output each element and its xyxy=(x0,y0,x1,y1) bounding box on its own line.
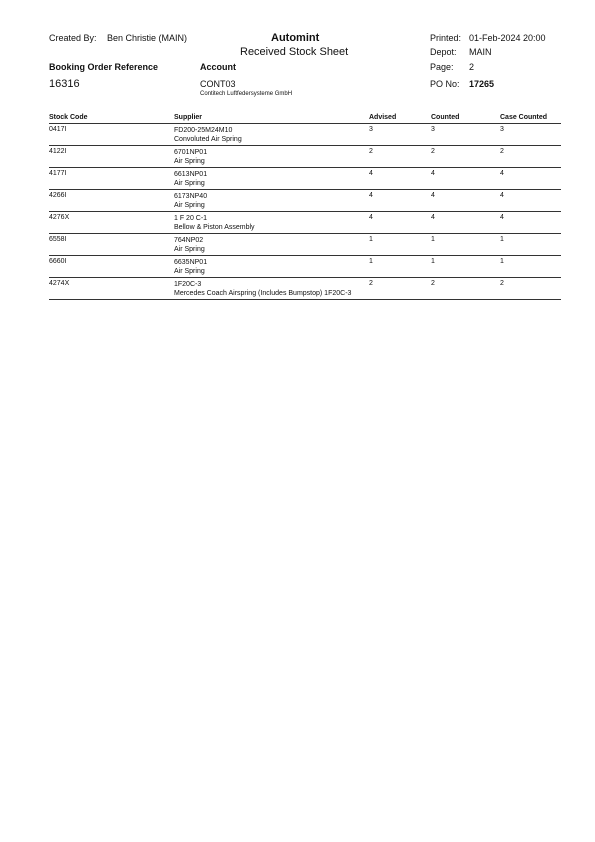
col-stock-code: Stock Code xyxy=(49,114,88,121)
table-row xyxy=(49,124,561,146)
supplier-part: FD200-25M24M10 xyxy=(174,127,233,134)
case-counted-value: 2 xyxy=(500,280,504,287)
supplier-cell xyxy=(174,170,207,188)
supplier-part: 6173NP40 xyxy=(174,193,208,200)
stock-code: 4276X xyxy=(49,214,70,221)
advised-value: 3 xyxy=(369,126,373,133)
supplier-cell xyxy=(174,236,205,254)
supplier-cell xyxy=(174,192,207,210)
case-counted-value: 1 xyxy=(500,258,504,265)
advised-value: 4 xyxy=(369,214,373,221)
supplier-cell xyxy=(174,126,242,144)
counted-value: 4 xyxy=(431,192,435,199)
case-counted-value: 4 xyxy=(500,170,504,177)
supplier-desc: Air Spring xyxy=(174,246,205,253)
counted-value: 3 xyxy=(431,126,435,133)
supplier-desc: Bellow & Piston Assembly xyxy=(174,224,255,231)
table-row xyxy=(49,190,561,212)
counted-value: 1 xyxy=(431,236,435,243)
table-row xyxy=(49,278,561,300)
stock-code: 4122I xyxy=(49,148,67,155)
advised-value: 4 xyxy=(369,170,373,177)
table-row xyxy=(49,146,561,168)
supplier-desc: Air Spring xyxy=(174,202,205,209)
stock-code: 0417I xyxy=(49,126,67,133)
case-counted-value: 4 xyxy=(500,192,504,199)
case-counted-value: 4 xyxy=(500,214,504,221)
booking-label: Booking Order Reference xyxy=(49,62,159,72)
created-by-label: Created By: xyxy=(49,33,97,43)
supplier-desc: Mercedes Coach Airspring (Includes Bumpstop) 1F20C-3 xyxy=(174,290,352,297)
counted-value: 4 xyxy=(431,170,435,177)
stock-code: 6558I xyxy=(49,236,67,243)
col-supplier: Supplier xyxy=(174,114,203,121)
supplier-desc: Air Spring xyxy=(174,158,205,165)
account-name: Contitech Luftfedersysteme GmbH xyxy=(200,91,293,97)
printed-label: Printed: xyxy=(430,33,462,43)
page-value: 2 xyxy=(469,62,475,72)
table-row xyxy=(49,256,561,278)
supplier-cell xyxy=(174,148,207,166)
table-row xyxy=(49,212,561,234)
advised-value: 1 xyxy=(369,236,373,243)
table-row xyxy=(49,168,561,190)
col-advised: Advised xyxy=(369,114,397,121)
advised-value: 2 xyxy=(369,148,373,155)
supplier-part: 6701NP01 xyxy=(174,149,208,156)
counted-value: 4 xyxy=(431,214,435,221)
supplier-desc: Air Spring xyxy=(174,180,205,187)
company-name: Automint xyxy=(271,32,320,44)
po-label: PO No: xyxy=(430,79,460,89)
supplier-desc: Air Spring xyxy=(174,268,205,275)
stock-code: 4266I xyxy=(49,192,67,199)
advised-value: 4 xyxy=(369,192,373,199)
advised-value: 2 xyxy=(369,280,373,287)
supplier-part: 6613NP01 xyxy=(174,171,208,178)
stock-code: 4274X xyxy=(49,280,70,287)
col-case-counted: Case Counted xyxy=(500,114,548,121)
supplier-part: 1 F 20 C-1 xyxy=(174,215,208,222)
depot-label: Depot: xyxy=(430,47,457,57)
case-counted-value: 1 xyxy=(500,236,504,243)
supplier-part: 1F20C-3 xyxy=(174,281,202,288)
counted-value: 2 xyxy=(431,148,435,155)
case-counted-value: 2 xyxy=(500,148,504,155)
stock-table xyxy=(49,113,561,300)
advised-value: 1 xyxy=(369,258,373,265)
sheet-title: Received Stock Sheet xyxy=(240,46,349,58)
supplier-cell xyxy=(174,214,255,232)
supplier-part: 6635NP01 xyxy=(174,259,208,266)
booking-value: 16316 xyxy=(49,78,80,90)
stock-code: 6660I xyxy=(49,258,67,265)
supplier-part: 764NP02 xyxy=(174,237,204,244)
supplier-desc: Convoluted Air Spring xyxy=(174,136,242,143)
counted-value: 1 xyxy=(431,258,435,265)
stock-code: 4177I xyxy=(49,170,67,177)
col-counted: Counted xyxy=(431,114,460,121)
table-row xyxy=(49,234,561,256)
po-value: 17265 xyxy=(469,79,495,89)
page-label: Page: xyxy=(430,62,454,72)
account-label: Account xyxy=(200,62,236,72)
case-counted-value: 3 xyxy=(500,126,504,133)
printed-value: 01-Feb-2024 20:00 xyxy=(469,33,546,43)
supplier-cell xyxy=(174,280,351,298)
supplier-cell xyxy=(174,258,207,276)
depot-value: MAIN xyxy=(469,47,492,57)
table-header xyxy=(49,113,561,124)
account-code: CONT03 xyxy=(200,79,236,89)
created-by-value: Ben Christie (MAIN) xyxy=(107,33,188,43)
counted-value: 2 xyxy=(431,280,435,287)
